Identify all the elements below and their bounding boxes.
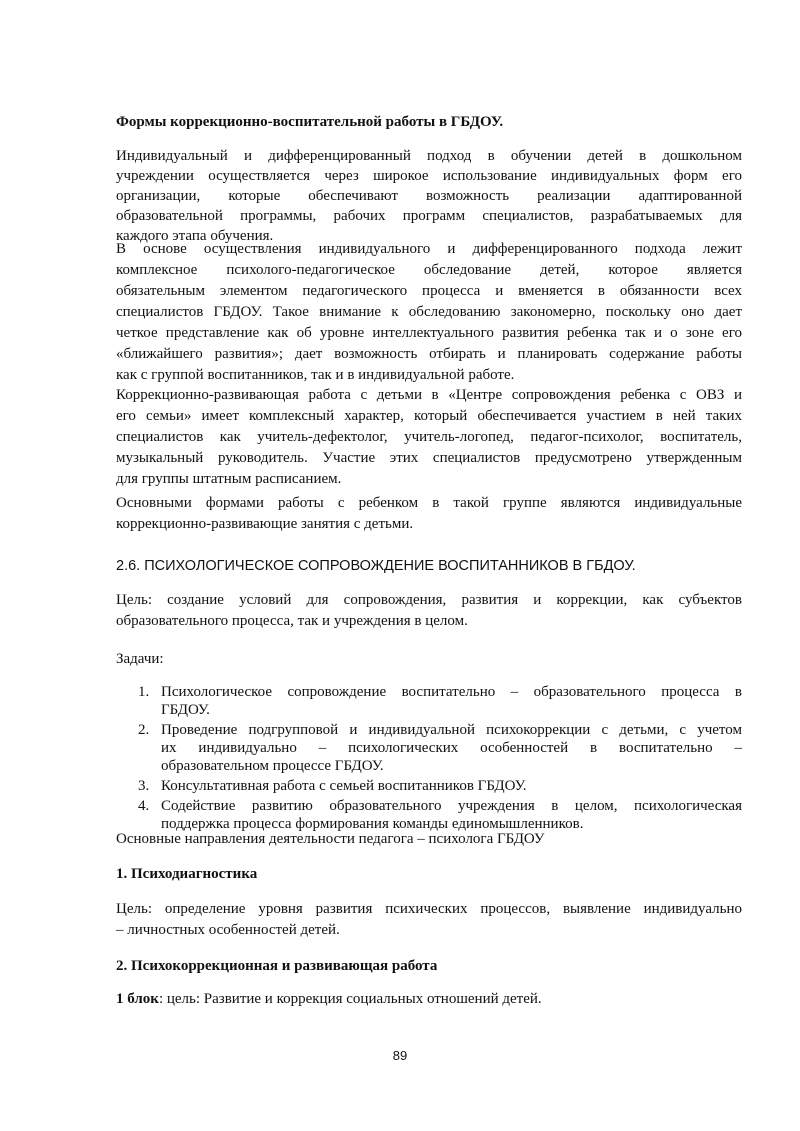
paragraph-line: В основе осуществления индивидуального и дифференцированного подхода лежит	[116, 241, 742, 257]
list-item-number: 4.	[138, 798, 150, 814]
list-item-line: Проведение подгрупповой и индивидуальной психокоррекции с детьми, с учетом	[161, 722, 742, 738]
block-1-line	[116, 989, 742, 1009]
section-heading-2-6: 2.6. ПСИХОЛОГИЧЕСКОЕ СОПРОВОЖДЕНИЕ ВОСПИТАННИКОВ В ГБДОУ.	[116, 558, 636, 574]
paragraph-line: образовательного процесса, так и учреждения в целом.	[116, 613, 468, 629]
list-item-line: образовательном процессе ГБДОУ.	[161, 758, 384, 774]
list-item-line: Содействие развитию образовательного учреждения в целом, психологическая	[161, 798, 742, 814]
tasks-label: Задачи:	[116, 651, 164, 667]
paragraph-line: Цель: определение уровня развития психических процессов, выявление индивидуально	[116, 901, 742, 917]
paragraph-line: учреждении осуществляется через широкое использование индивидуальных форм его	[116, 168, 742, 184]
list-item	[138, 797, 742, 833]
list-item-number: 1.	[138, 684, 150, 700]
paragraph-line: специалистов как учитель-дефектолог, учитель-логопед, педагог-психолог, воспитатель,	[116, 429, 742, 445]
list-item-line: Психологическое сопровождение воспитательно – образовательного процесса в	[161, 684, 742, 700]
list-item-line: ГБДОУ.	[161, 702, 210, 718]
paragraph-line: организации, которые обеспечивают возможность реализации адаптированной	[116, 188, 742, 204]
heading-psychodiagnostics: 1. Психодиагностика	[116, 866, 258, 882]
paragraph-line: для группы штатным расписанием.	[116, 471, 342, 487]
paragraph-line: Коррекционно-развивающая работа с детьми в «Центре сопровождения ребенка с ОВЗ и	[116, 387, 742, 403]
list-item-line: поддержка процесса формирования команды единомышленников.	[161, 816, 584, 832]
paragraph-line: Индивидуальный и дифференцированный подход в обучении детей в дошкольном	[116, 148, 742, 164]
paragraph-line: специалистов ГБДОУ. Такое внимание к обследованию закономерно, поскольку оно дает	[116, 304, 742, 320]
paragraph-line: Цель: создание условий для сопровождения, развития и коррекции, как субъектов	[116, 592, 742, 608]
block-1-text: : цель: Развитие и коррекция социальных отношений детей.	[158, 991, 542, 1007]
list-item-number: 3.	[138, 778, 150, 794]
paragraph-line: как с группой воспитанников, так и в индивидуальной работе.	[116, 367, 515, 383]
paragraph-correction-work	[116, 385, 742, 490]
paragraph-line: – личностных особенностей детей.	[116, 922, 340, 938]
paragraph-line: музыкальный руководитель. Участие этих специалистов предусмотрено утвержденным	[116, 450, 742, 466]
heading-forms: Формы коррекционно-воспитательной работы в ГБДОУ.	[116, 114, 504, 130]
list-item-number: 2.	[138, 722, 150, 738]
block-1-label: 1 блок	[116, 991, 159, 1007]
paragraph-individual-approach	[116, 146, 742, 246]
page-number: 89	[392, 1048, 408, 1063]
list-item	[138, 777, 742, 795]
paragraph-line: образовательной программы, рабочих программ специалистов, разрабатываемых для	[116, 208, 742, 224]
psychodiagnostics-goal	[116, 899, 742, 941]
paragraph-main-forms	[116, 493, 742, 535]
tasks-list	[138, 683, 742, 835]
paragraph-line: обязательным элементом педагогического процесса и вменяется в обязанности всех	[116, 283, 742, 299]
paragraph-line: «ближайшего развития»; дает возможность отбирать и планировать содержание работы	[116, 346, 742, 362]
paragraph-line: каждого этапа обучения.	[116, 228, 274, 244]
paragraph-examination	[116, 239, 742, 386]
list-item	[138, 683, 742, 719]
paragraph-line: коррекционно-развивающие занятия с детьми.	[116, 516, 414, 532]
paragraph-line: четкое представление как об уровне интеллектуального развития ребенка так и о зоне его	[116, 325, 742, 341]
paragraph-line: его семьи» имеет комплексный характер, который обеспечивается участием в ней таких	[116, 408, 742, 424]
paragraph-line: комплексное психолого-педагогическое обследование детей, которое является	[116, 262, 742, 278]
list-item	[138, 721, 742, 775]
paragraph-line: Основными формами работы с ребенком в такой группе являются индивидуальные	[116, 495, 742, 511]
heading-psychocorrection: 2. Психокоррекционная и развивающая работа	[116, 958, 438, 974]
directions-line: Основные направления деятельности педагога – психолога ГБДОУ	[116, 831, 545, 847]
list-item-line: Консультативная работа с семьей воспитанников ГБДОУ.	[161, 778, 527, 794]
goal-paragraph	[116, 590, 742, 632]
list-item-line: их индивидуально – психологических особенностей в воспитательно –	[161, 740, 742, 756]
